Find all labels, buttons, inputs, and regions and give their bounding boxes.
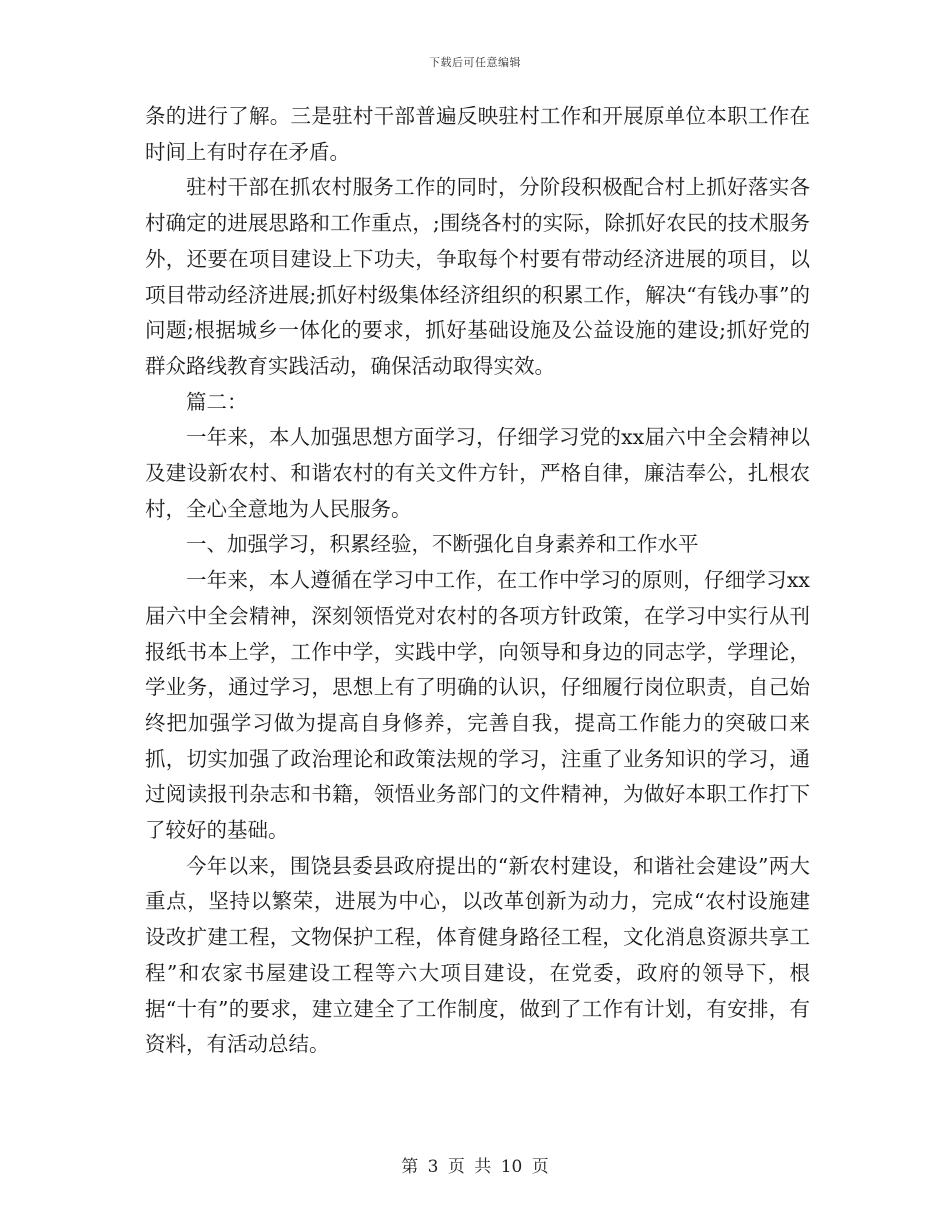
paragraph-continuation: 条的进行了解。三是驻村干部普遍反映驻村工作和开展原单位本职工作在时间上有时存在矛盾。 xyxy=(145,104,810,164)
paragraph: 一年来，本人加强思想方面学习，仔细学习党的xx届六中全会精神以及建设新农村、和谐农村的有关文件方针，严格自律，廉洁奉公，扎根农村，全心全意地为人民服务。 xyxy=(145,425,810,521)
page-number: 第 3 页 共 10 页 xyxy=(401,1157,549,1177)
section-heading: 篇二： xyxy=(186,389,248,414)
paragraph: 今年以来，围饶县委县政府提出的“新农村建设，和谐社会建设”两大重点，坚持以繁荣，进展为中心，以改革创新为动力，完成“农村设施建设改扩建工程，文物保护工程，体育健身路径工程，文化消息资源共享工程”和农家书屋建设工程等六大项目建设，在党委，政府的领导下，根据“十有”的要求，建立建全了工作制度，做到了工作有计划，有安排，有资料，有活动总结。 xyxy=(145,853,810,1057)
header-note: 下载后可任意编辑 xyxy=(429,56,521,69)
document-body xyxy=(145,99,810,1063)
paragraph: 驻村干部在抓农村服务工作的同时，分阶段积极配合村上抓好落实各村确定的进展思路和工作重点，;围绕各村的实际，除抓好农民的技术服务外，还要在项目建设上下功夫，争取每个村要有带动经济进展的项目，以项目带动经济进展;抓好村级集体经济组织的积累工作，解决“有钱办事”的问题;根据城乡一体化的要求，抓好基础设施及公益设施的建设;抓好党的群众路线教育实践活动，确保活动取得实效。 xyxy=(145,175,810,378)
subsection-heading: 一、加强学习，积累经验，不断强化自身素养和工作水平 xyxy=(186,532,699,557)
paragraph: 一年来，本人遵循在学习中工作，在工作中学习的原则，仔细学习xx届六中全会精神，深刻领悟党对农村的各项方针政策，在学习中实行从刊报纸书本上学，工作中学，实践中学，向领导和身边的同志学，学理论，学业务，通过学习，思想上有了明确的认识，仔细履行岗位职责，自己始终把加强学习做为提高自身修养，完善自我，提高工作能力的突破口来抓，切实加强了政治理论和政策法规的学习，注重了业务知识的学习，通过阅读报刊杂志和书籍，领悟业务部门的文件精神，为做好本职工作打下了较好的基础。 xyxy=(145,568,810,843)
